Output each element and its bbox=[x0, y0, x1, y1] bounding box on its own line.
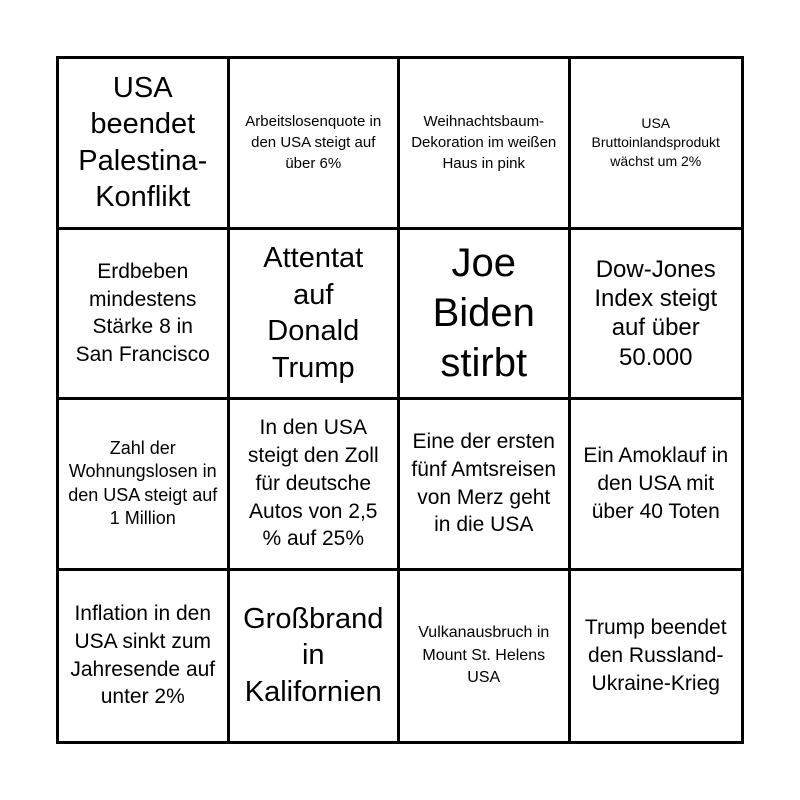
cell-text: Ein Amoklauf in den USA mit über 40 Toten bbox=[583, 444, 729, 523]
bingo-cell[interactable] bbox=[230, 400, 401, 571]
bingo-cell[interactable] bbox=[400, 230, 571, 401]
cell-text: Dow-Jones Index steigt auf über 50.000 bbox=[594, 255, 718, 371]
cell-text: Erdbeben mindestens Stärke 8 in San Francisco bbox=[75, 259, 210, 366]
bingo-cell[interactable] bbox=[59, 230, 230, 401]
bingo-board bbox=[56, 56, 744, 744]
cell-text: USA beendet Palestina-Konflikt bbox=[78, 71, 208, 214]
bingo-cell[interactable] bbox=[571, 400, 742, 571]
bingo-cell[interactable] bbox=[59, 59, 230, 230]
cell-text: Arbeitslosenquote in den USA steigt auf über 6% bbox=[245, 113, 382, 173]
bingo-cell[interactable] bbox=[571, 59, 742, 230]
bingo-cell[interactable] bbox=[400, 400, 571, 571]
cell-text: Zahl der Wohnungslosen in den USA steigt auf 1 Million bbox=[68, 437, 218, 529]
cell-text: Joe Biden stirbt bbox=[432, 241, 535, 386]
bingo-cell[interactable] bbox=[59, 571, 230, 742]
bingo-cell[interactable] bbox=[230, 571, 401, 742]
bingo-cell[interactable] bbox=[230, 230, 401, 401]
cell-text: Inflation in den USA sinkt zum Jahresende auf unter 2% bbox=[70, 602, 216, 709]
bingo-cell[interactable] bbox=[571, 230, 742, 401]
cell-text: Weihnachtsbaum-Dekoration im weißen Haus in pink bbox=[411, 113, 557, 173]
bingo-cell[interactable] bbox=[230, 59, 401, 230]
cell-text: In den USA steigt den Zoll für deutsche Autos von 2,5 % auf 25% bbox=[247, 416, 379, 551]
bingo-cell[interactable] bbox=[571, 571, 742, 742]
cell-text: Attentat auf Donald Trump bbox=[263, 242, 364, 384]
cell-text: Großbrand in Kalifornien bbox=[243, 602, 384, 709]
cell-text: Trump beendet den Russland-Ukraine-Krieg bbox=[584, 616, 727, 695]
bingo-cell[interactable] bbox=[400, 571, 571, 742]
bingo-cell[interactable] bbox=[400, 59, 571, 230]
cell-text: Eine der ersten fünf Amtsreisen von Merz geht in die USA bbox=[411, 430, 557, 537]
cell-text: Vulkanausbruch in Mount St. Helens USA bbox=[418, 624, 550, 686]
bingo-cell[interactable] bbox=[59, 400, 230, 571]
cell-text: USA Bruttoinlandsprodukt wächst um 2% bbox=[591, 115, 720, 170]
